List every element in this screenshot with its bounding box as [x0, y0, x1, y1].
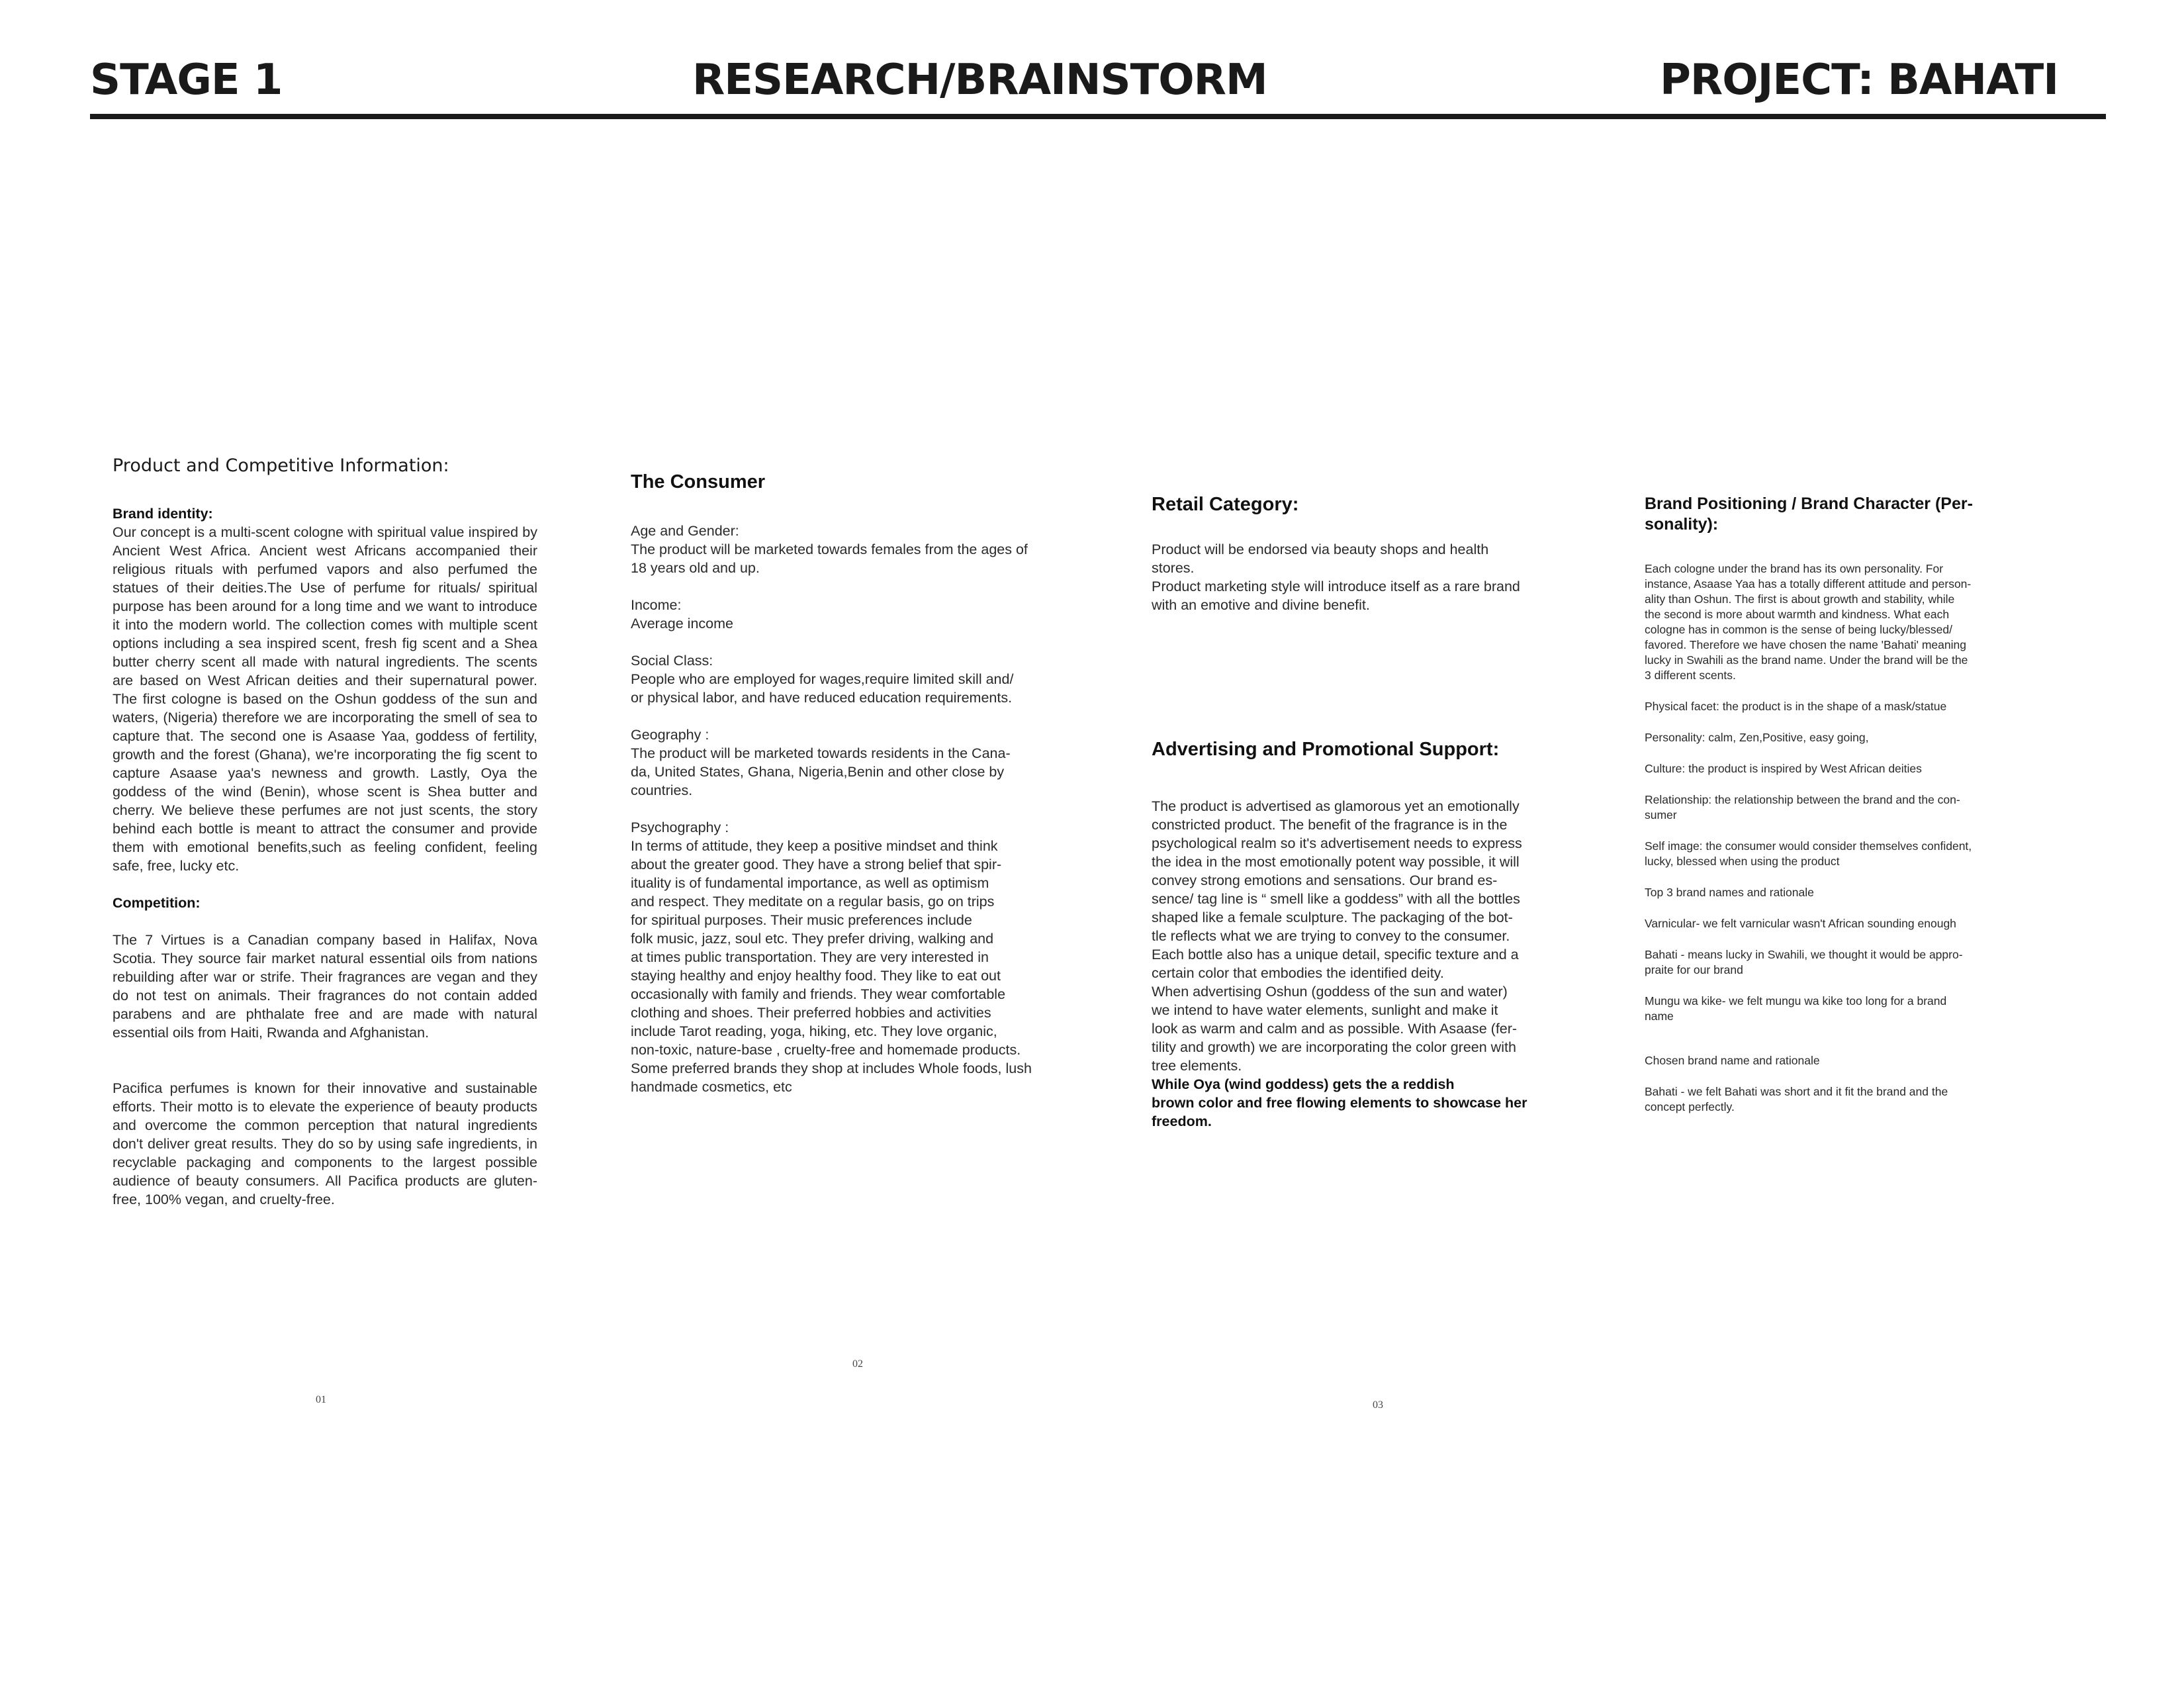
age-gender-label: Age and Gender: — [631, 523, 739, 539]
list-item: Relationship: the relationship between the brand and the con- sumer — [1645, 793, 1960, 821]
advertising-text: The product is advertised as glamorous yet an emotionally constricted product. The benefit of the fragrance is in the psychological realm so it's advertisement needs to express the idea in the most emotionally potent way possible, it will convey strong emotions and sensations. Our brand es- sence/ tag line is “ smell like a goddess” with all the bottles shaped like a female sculpture. The packaging of the bot- tle reflects what we are trying to convey to the consumer. Each bottle also has a unique detail, specific texture and a certain color that embodies the identified deity. When advertising Oshun (goddess of the sun and water) we intend to have water elements, sunlight and make it look as warm and calm and as possible. With Asaase (fer- tility and growth) we are incorporating the color green with tree elements. — [1152, 798, 1522, 1074]
retail-advertising-column — [1152, 495, 1562, 1131]
list-item: Bahati - means lucky in Swahili, we thought it would be appro- praite for our brand — [1645, 948, 1963, 976]
list-item: Varnicular- we felt varnicular wasn't African sounding enough — [1645, 917, 1956, 930]
page-number-3: 03 — [1373, 1399, 1383, 1411]
page-number-2: 02 — [852, 1358, 863, 1370]
list-item: Self image: the consumer would consider themselves confident, lucky, blessed when using the product — [1645, 839, 1972, 868]
competition-heading: Competition: — [113, 895, 201, 911]
list-item: Top 3 brand names and rationale — [1645, 886, 1814, 899]
list-item: Bahati - we felt Bahati was short and it fit the brand and the concept perfectly. — [1645, 1085, 1948, 1113]
income-label: Income: — [631, 597, 682, 613]
brand-identity-heading: Brand identity: — [113, 506, 213, 522]
geography-text: The product will be marketed towards residents in the Cana- da, United States, Ghana, Nigeria,Benin and other close by countries. — [631, 745, 1011, 798]
list-item: Personality: calm, Zen,Positive, easy going, — [1645, 731, 1869, 744]
page-number-1: 01 — [316, 1394, 326, 1405]
psychography-label: Psychography : — [631, 820, 729, 835]
brand-identity-text: Our concept is a multi-scent cologne with spiritual value inspired by Ancient West Africa. Ancient west Africans accompanied their religious rituals with perfumed vapors and also perfumed the statues of their deities.The Use of perfume for rituals/ spiritual purpose has been around for a long time and we want to introduce it into the modern world. The collection comes with multiple scent options including a sea inspired scent, fresh fig scent and a Shea butter cherry scent all made with natural ingredients. The scents are based on West African deities and their supernatural power. The first cologne is based on the Oshun goddess of the sun and waters, (Nigeria) therefore we are incorporating the smell of sea to capture that. The second one is Asaase Yaa, goddess of fertility, growth and the forest (Ghana), we're incorporating the fig scent to capture Asaase yaa's newness and growth. Lastly, Oya the goddess of the wind (Benin), whose scent is Shea butter and cherry. We believe these perfumes are not just scents, the story behind each bottle is meant to attract the consumer and provide them with emotional benefits,such as feeling confident, feeling safe, free, lucky etc. — [113, 524, 537, 874]
income-text: Average income — [631, 616, 733, 632]
social-class-label: Social Class: — [631, 653, 713, 669]
list-item: Chosen brand name and rationale — [1645, 1054, 1820, 1067]
geography-label: Geography : — [631, 727, 709, 743]
advertising-title: Advertising and Promotional Support: — [1152, 739, 1500, 760]
competition-text-1: The 7 Virtues is a Canadian company based in Halifax, Nova Scotia. They source fair market natural essential oils from nations rebuilding after war or strife. Their fragrances are vegan and they do not test on animals. Their fragrances do not contain added parabens and are phthalate free and are made with natural essential oils from Haiti, Rwanda and Afghanistan. — [113, 932, 537, 1041]
list-item: Physical facet: the product is in the shape of a mask/statue — [1645, 700, 1947, 713]
product-competitive-column — [113, 457, 537, 1209]
header-divider — [90, 114, 2106, 119]
brand-positioning-column — [1645, 494, 2015, 1115]
brand-positioning-intro: Each cologne under the brand has its own personality. For instance, Asaase Yaa has a totally different attitude and person- ality than Oshun. The first is about growth and stability, while the second is more about warmth and kindness. What each cologne has in common is the sense of being lucky/blessed/ favored. Therefore we have chosen the name 'Bahati' meaning lucky in Swahili as the brand name. Under the brand will be the 3 different scents. — [1645, 562, 1972, 682]
section-title: RESEARCH/BRAINSTORM — [692, 56, 1267, 105]
product-info-title: Product and Competitive Information: — [113, 455, 449, 476]
stage-title: STAGE 1 — [90, 56, 283, 105]
consumer-title: The Consumer — [631, 471, 766, 492]
project-title: PROJECT: BAHATI — [1660, 56, 2059, 105]
retail-category-title: Retail Category: — [1152, 494, 1299, 515]
competition-text-2: Pacifica perfumes is known for their innovative and sustainable efforts. Their motto is to elevate the experience of beauty products and overcome the common perception that natural ingredients don't deliver great results. They do so by using safe ingredients, in recyclable packaging and components to the largest possible audience of beauty consumers. All Pacifica products are gluten-free, 100% vegan, and cruelty-free. — [113, 1080, 537, 1207]
psychography-text: In terms of attitude, they keep a positive mindset and think about the greater good. They have a strong belief that spir- ituality is of fundamental importance, as well as optimism and respect. They meditate on a regular basis, go on trips for spiritual purposes. Their music preferences include folk music, jazz, soul etc. They prefer driving, walking and at times public transportation. They are very interested in staying healthy and enjoy healthy food. They like to eat out occasionally with family and friends. They wear comfortable clothing and shoes. Their preferred hobbies and activities include Tarot reading, yoga, hiking, etc. They love organic, non-toxic, nature-base , cruelty-free and homemade products. Some preferred brands they shop at includes Whole foods, lush handmade cosmetics, etc — [631, 838, 1032, 1095]
advertising-bold-text: While Oya (wind goddess) gets the a reddish brown color and free flowing elements to showcase her freedom. — [1152, 1076, 1527, 1129]
retail-category-text: Product will be endorsed via beauty shops and health stores. Product marketing style will introduce itself as a rare brand with an emotive and divine benefit. — [1152, 541, 1520, 613]
social-class-text: People who are employed for wages,require limited skill and/ or physical labor, and have reduced education requirements. — [631, 671, 1014, 706]
brand-positioning-title: Brand Positioning / Brand Character (Per- sonality): — [1645, 494, 1973, 534]
list-item: Mungu wa kike- we felt mungu wa kike too long for a brand name — [1645, 994, 1947, 1023]
age-gender-text: The product will be marketed towards females from the ages of 18 years old and up. — [631, 541, 1028, 576]
consumer-column — [631, 473, 1081, 1096]
list-item: Culture: the product is inspired by West African deities — [1645, 762, 1922, 775]
